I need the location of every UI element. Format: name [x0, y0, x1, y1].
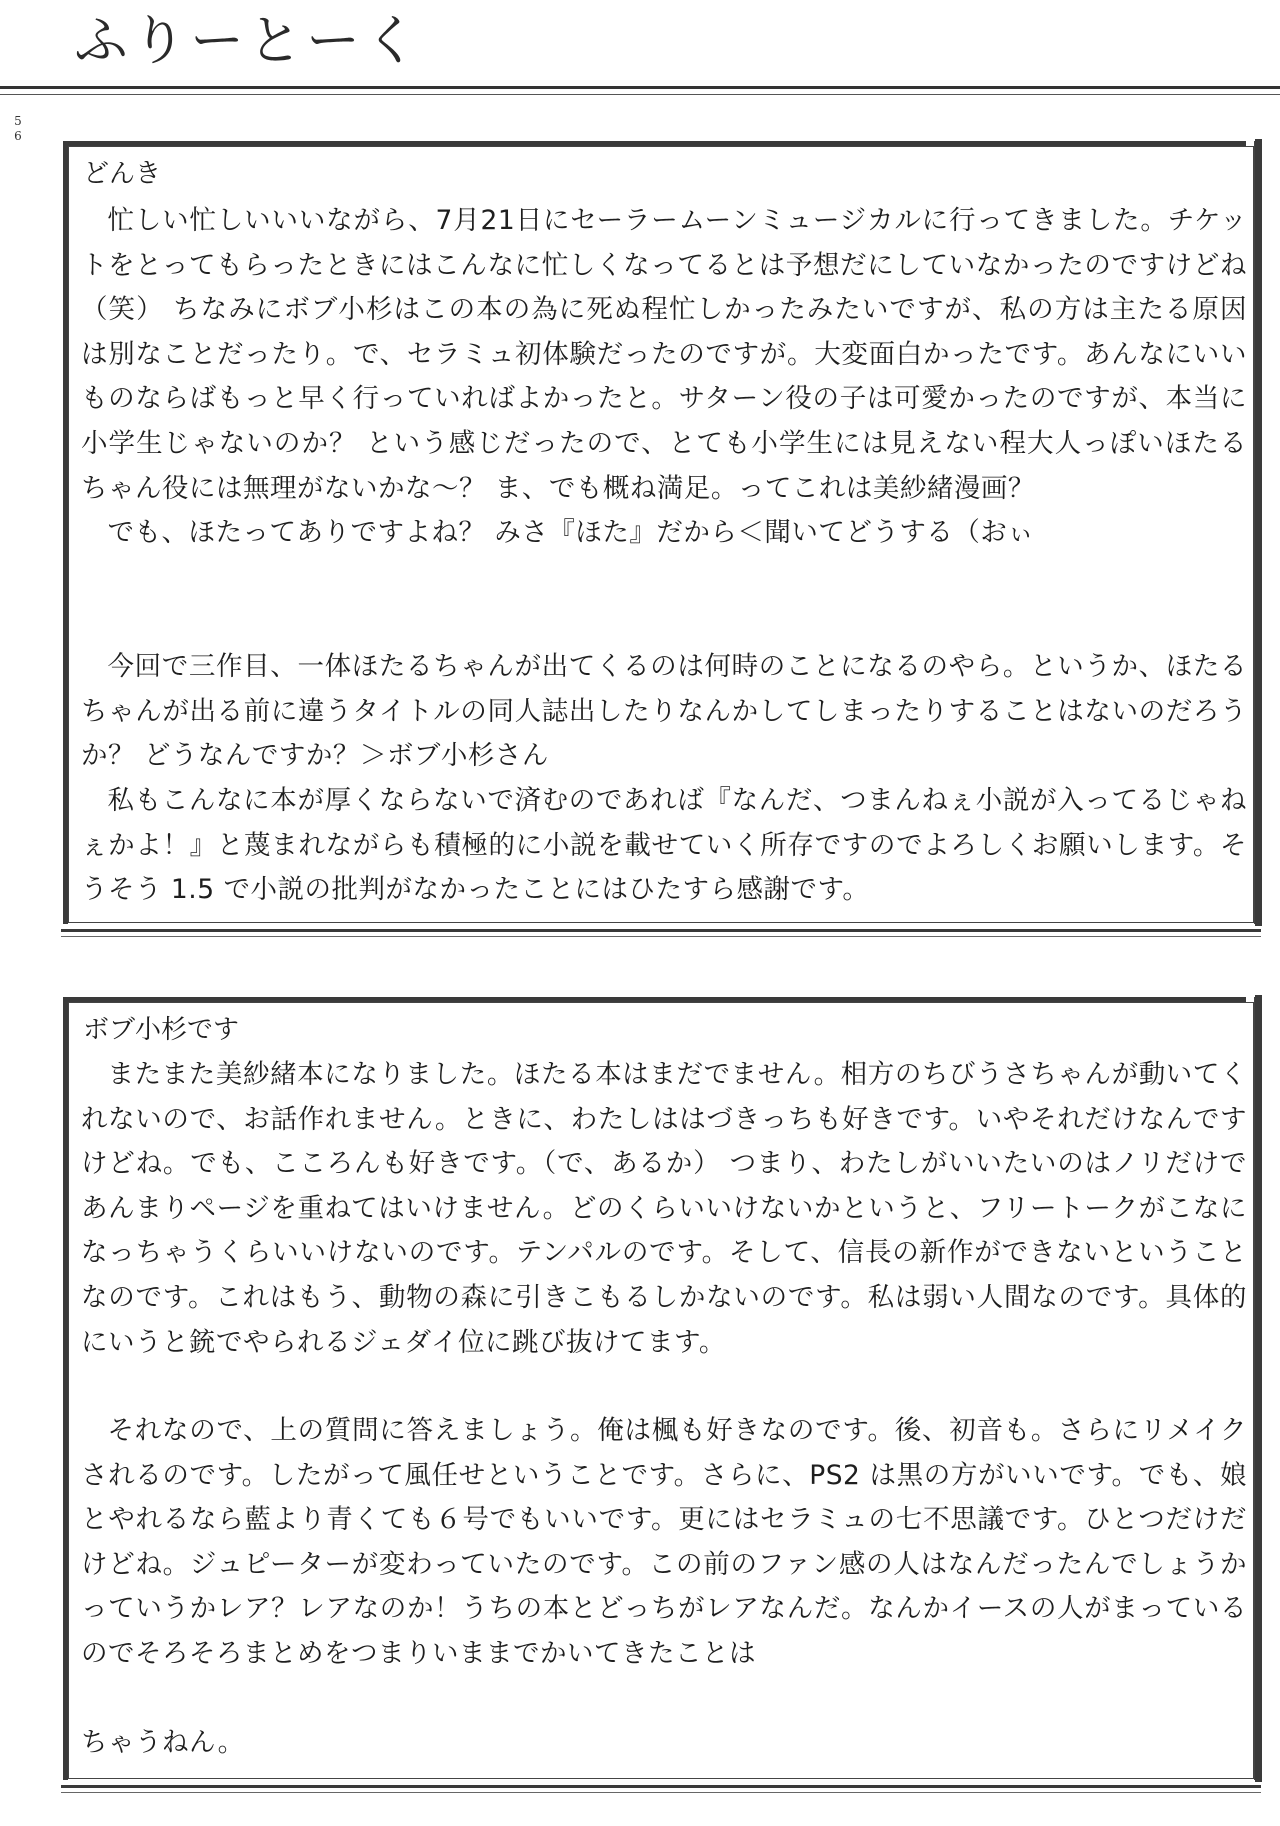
box-frame: [1254, 997, 1255, 1780]
paragraph: またまた美紗緒本になりました。ほたる本はまだでません。相方のちびうさちゃんが動いてくれないので、お話作れません。ときに、わたしははづきっちも好きです。いやそれだけなんですけどね。でも、こころんも好きです。（で、あるか） つまり、わたしがいいたいのはノリだけであんまりページを重ねてはいけません。どのくらいいけないかというと、フリートークがこなになっちゃうくらいいけないのです。テンパルのです。そして、信長の新作ができないということなのです。これはもう、動物の森に引きこもるしかないのです。私は弱い人間なのです。具体的にいうと銃でやられるジェダイ位に跳び抜けてます。: [81, 1059, 1247, 1358]
box-frame: [1255, 139, 1262, 926]
paragraph: 今回で三作目、一体ほたるちゃんが出てくるのは何時のことになるのやら。というか、ほたるちゃんが出る前に違うタイトルの同人誌出したりなんかしてしまったりすることはないのだろうか？ どうなんですか？＞ボブ小杉さん: [81, 651, 1247, 772]
paragraph: でも、ほたってありですよね？ みさ『ほた』だから＜聞いてどうする（おぃ: [107, 517, 1035, 548]
author-name: どんき: [83, 159, 162, 189]
box-frame: [61, 936, 1261, 937]
header-rule: [0, 86, 1280, 89]
paragraph: ちゃうねん。: [81, 1727, 245, 1758]
box-frame: [61, 1785, 1261, 1788]
author-name: ボブ小杉です: [83, 1015, 240, 1045]
page-number: 56: [14, 114, 22, 143]
box-frame: [61, 929, 1261, 932]
paragraph: 忙しい忙しいいいながら、7月21日にセーラームーンミュージカルに行ってきました。チケットをとってもらったときにはこんなに忙しくなってるとは予想だにしていなかったのですけどね（笑） ちなみにボブ小杉はこの本の為に死ぬ程忙しかったみたいですが、私の方は主たる原因は別なことだったり。で、セラミュ初体験だったのですが。大変面白かったです。あんなにいいものならばもっと早く行っていればよかったと。サターン役の子は可愛かったのですが、本当に小学生じゃないのか？ という感じだったので、とても小学生には見えない程大人っぽいほたるちゃん役には無理がないかな～？ ま、でも概ね満足。ってこれは美紗緒漫画？: [81, 205, 1247, 504]
paragraph: それなので、上の質問に答えましょう。俺は楓も好きなのです。後、初音も。さらにリメイクされるのです。したがって風任せということです。さらに、PS2 は黒の方がいいです。でも、娘とやれるなら藍より青くても６号でもいいです。更にはセラミュの七不思議です。ひとつだけだけどね。ジュピーターが変わっていたのです。この前のファン感の人はなんだったんでしょうかっていうかレア？レアなのか！うちの本とどっちがレアなんだ。なんかイースの人がまっているのでそろそろまとめをつまりいままでかいてきたことは: [81, 1415, 1247, 1669]
page-title: ふりーとーく: [74, 9, 422, 72]
box-frame: [1254, 141, 1255, 924]
paragraph: 私もこんなに本が厚くならないで済むのであれば『なんだ、つまんねぇ小説が入ってるじゃねぇかよ！』と蔑まれながらも積極的に小説を載せていく所存ですのでよろしくお願いします。そうそう 1.5 で小説の批判がなかったことにはひたすら感謝です。: [81, 785, 1247, 906]
box-frame: [61, 1792, 1261, 1793]
free-talk-box-donki: [68, 146, 1254, 923]
free-talk-box-bob-kosugi: [68, 1002, 1254, 1779]
header-rule-thin: [0, 94, 1280, 95]
box-frame: [1255, 995, 1262, 1782]
